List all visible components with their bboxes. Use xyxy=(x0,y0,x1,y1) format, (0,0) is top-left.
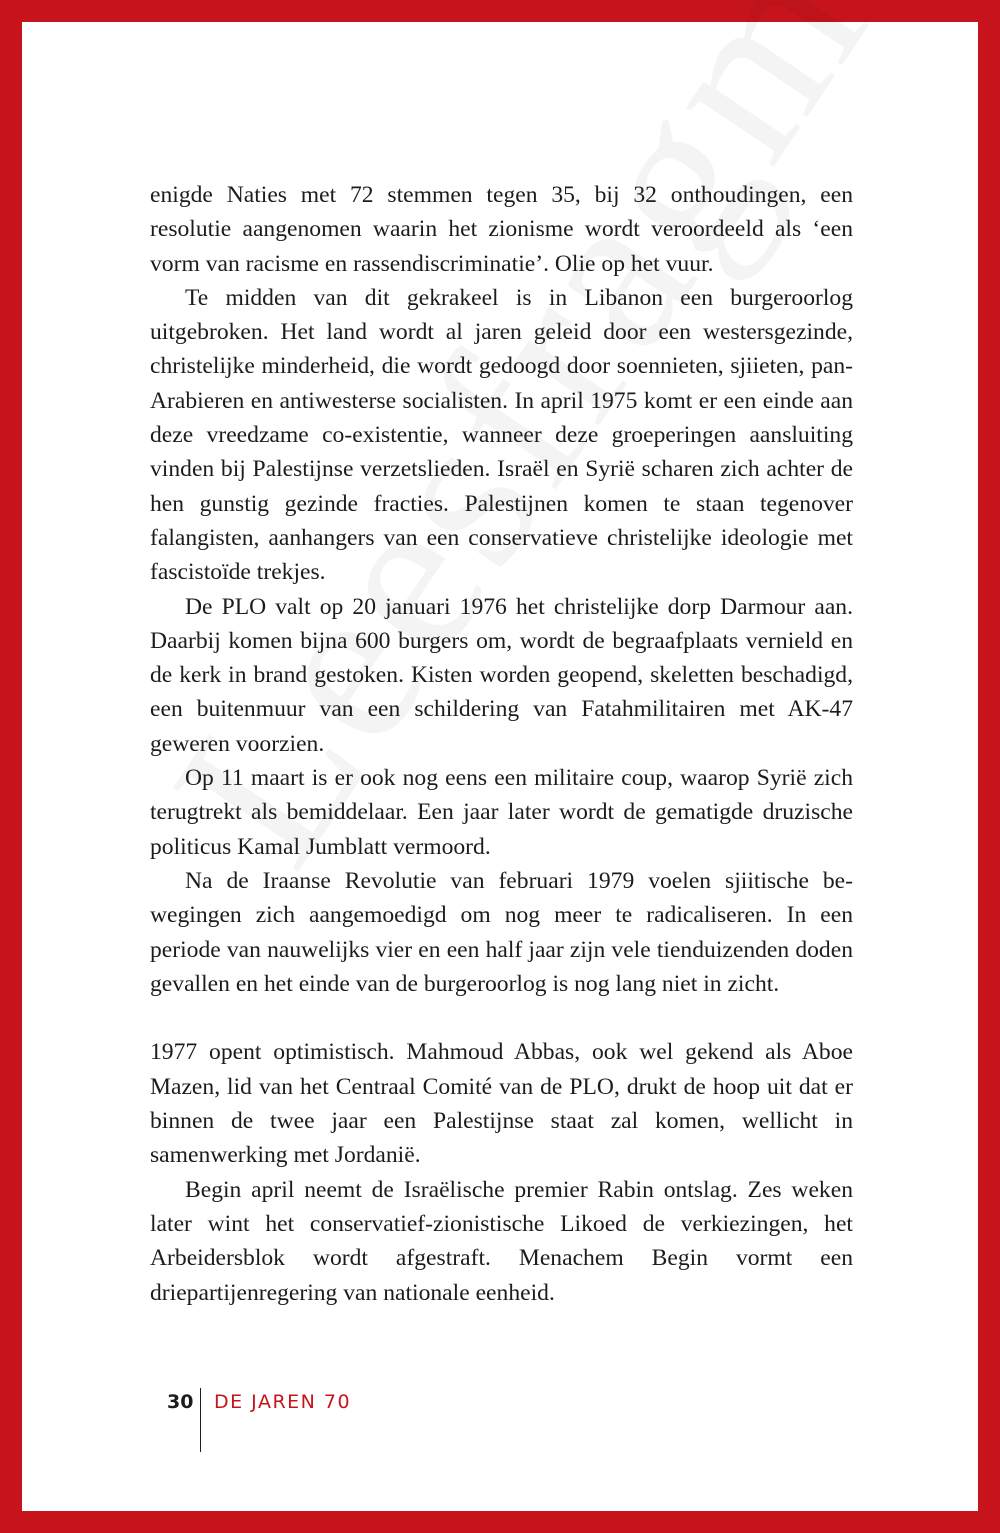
page-number: 30 xyxy=(167,1391,194,1413)
paragraph-military-coup: Op 11 maart is er ook nog eens een militaire coup, waarop Syrië zich terugtrekt als bemiddelaar. Een jaar later wordt de gematigde druzische politicus Kamal Jumblatt vermoord. xyxy=(150,765,853,860)
paragraph-plo-darmour: De PLO valt op 20 januari 1976 het christelijke dorp Darmour aan. Daarbij komen bijna 600 burgers om, wordt de begraafplaats vernield en de kerk in brand gestoken. Kisten worden geopend, skeletten beschadigd, een buitenmuur van een schildering van Fatahmilitairen met AK-47 geweren voorzien. xyxy=(150,593,853,757)
paragraph-rabin-resignation: Begin april neemt de Israëlische premier Rabin ontslag. Zes weken later wint het conservatief-zionistische Likoed de verkiezingen, het Arbeidersblok wordt afgestraft. Menachem Begin vormt een driepartijenregering van nationale eenheid. xyxy=(150,1176,853,1306)
running-head: DE JAREN 70 xyxy=(214,1391,352,1413)
body-text xyxy=(150,178,853,1310)
paragraph-1977-section-start: 1977 opent optimistisch. Mahmoud Abbas, ook wel gekend als Aboe Mazen, lid van het Centraal Comité van de PLO, drukt de hoop uit dat er binnen de twee jaar een Palestijnse staat zal komen, wellicht in samenwerking met Jordanië. xyxy=(150,1039,853,1169)
paragraph-lebanon-civil-war: Te midden van dit gekrakeel is in Libanon een burgeroorlog uitgebroken. Het land wordt al jaren geleid door een westersgezinde, christelijke minderheid, die wordt gedoogd door soennieten, sjiieten, pan-Arabieren en antiwesterse socialisten. In april 1975 komt er een einde aan deze vreedzame co-existentie, wanneer deze groeperingen aansluiting vinden bij Palestijnse verzetslieden. Israël en Syrië scharen zich achter de hen gunstig gezinde fracties. Palestijnen komen te staan tegenover falangisten, aanhangers van een conservatieve christelijke ideologie met fascistoïde trekjes. xyxy=(150,284,853,586)
paragraph-continuation: enigde Naties met 72 stemmen tegen 35, bij 32 onthoudingen, een resolutie aangenomen waarin het zionisme wordt veroordeeld als ‘een vorm van racisme en rassendiscriminatie’. Olie op het vuur. xyxy=(150,182,853,277)
footer-divider xyxy=(200,1388,201,1452)
paragraph-iranian-revolution: Na de Iraanse Revolutie van februari 1979 voelen sjiitische bewegingen zich aangemoedigd om nog meer te radicaliseren. In een periode van nauwelijks vier en een half jaar zijn vele tienduizenden doden gevallen en het einde van de burgeroorlog is nog lang niet in zicht. xyxy=(150,867,853,997)
